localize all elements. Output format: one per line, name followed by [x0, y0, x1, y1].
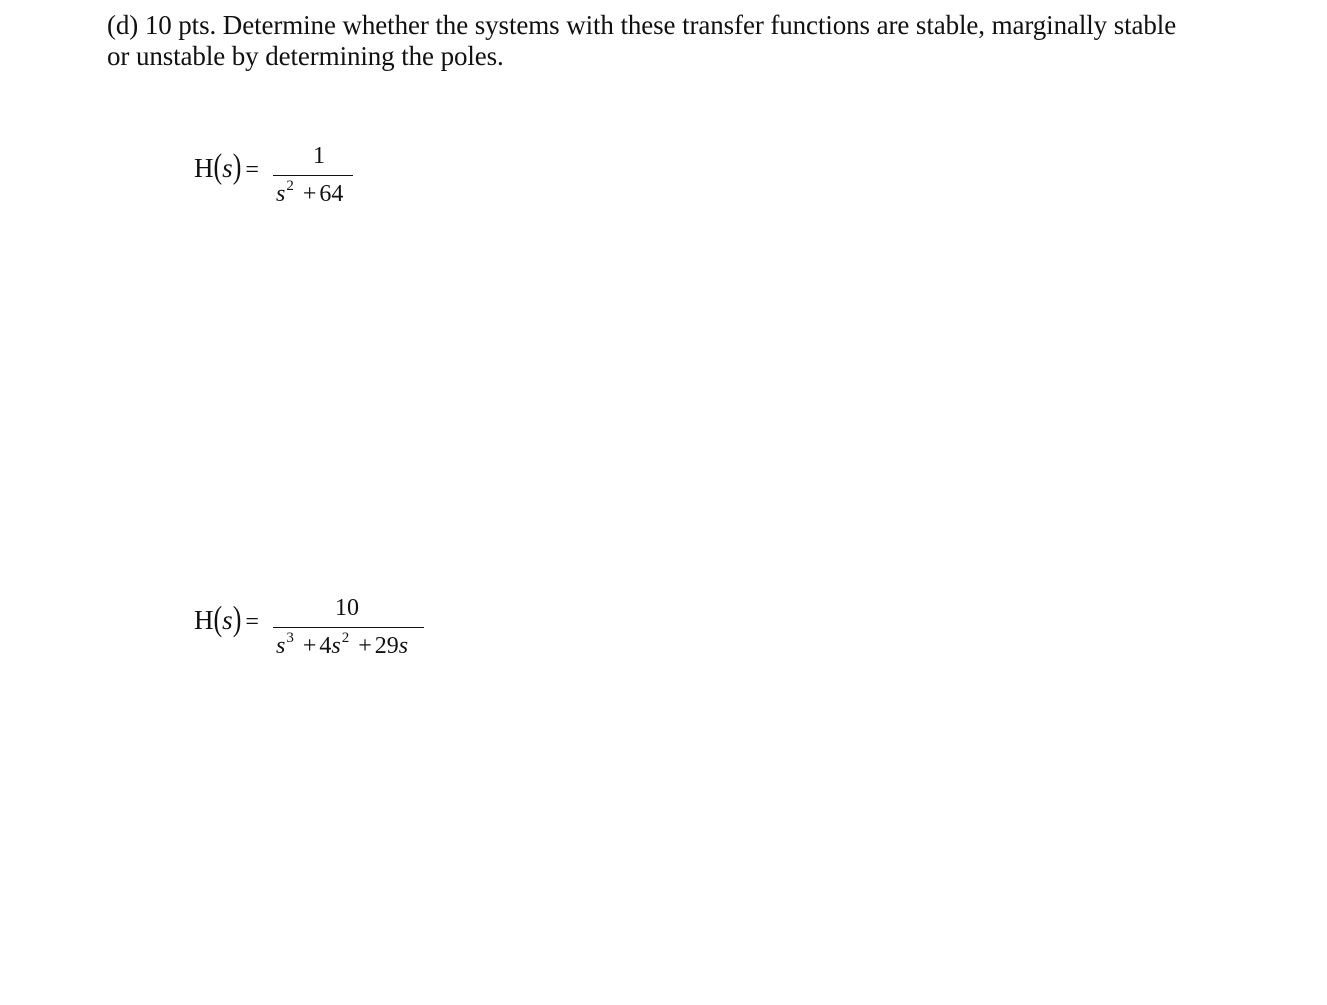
denominator-constant: 64 [319, 181, 344, 207]
plus-operator: + [302, 181, 317, 207]
plus-operator: + [358, 633, 372, 659]
transfer-function-1 [194, 140, 384, 220]
denominator-exponent: 2 [286, 178, 294, 194]
open-paren: ( [213, 146, 223, 186]
transfer-function-lhs [194, 598, 259, 638]
function-variable: s [222, 153, 233, 183]
equals-sign: = [245, 157, 259, 183]
problem-text-line-2: or unstable by determining the poles. [107, 41, 504, 71]
denominator-variable: s [331, 633, 341, 659]
denominator-exponent: 2 [341, 630, 350, 646]
numerator: 10 [335, 595, 359, 621]
problem-text-line-1: (d) 10 pts. Determine whether the systems with these transfer functions are stable, marginally stable [107, 10, 1177, 40]
fraction-bar [273, 627, 424, 628]
function-name: H [194, 153, 214, 183]
close-paren: ) [232, 598, 242, 638]
plus-operator: + [302, 633, 317, 659]
open-paren: ( [213, 598, 223, 638]
transfer-function-2 [194, 592, 454, 672]
equals-sign: = [245, 609, 259, 635]
transfer-function-lhs [194, 146, 259, 186]
denominator-coefficient: 29 [374, 633, 399, 659]
close-paren: ) [232, 146, 242, 186]
numerator: 1 [313, 143, 325, 169]
problem-statement [107, 10, 1257, 72]
denominator-exponent: 3 [286, 630, 294, 646]
function-variable: s [222, 605, 233, 635]
fraction-bar [273, 175, 353, 176]
denominator [276, 180, 343, 208]
denominator-variable: s [276, 181, 286, 207]
denominator [276, 632, 408, 660]
function-name: H [194, 605, 214, 635]
denominator-variable: s [398, 633, 409, 659]
denominator-coefficient: 4 [319, 633, 332, 659]
denominator-variable: s [276, 633, 286, 659]
